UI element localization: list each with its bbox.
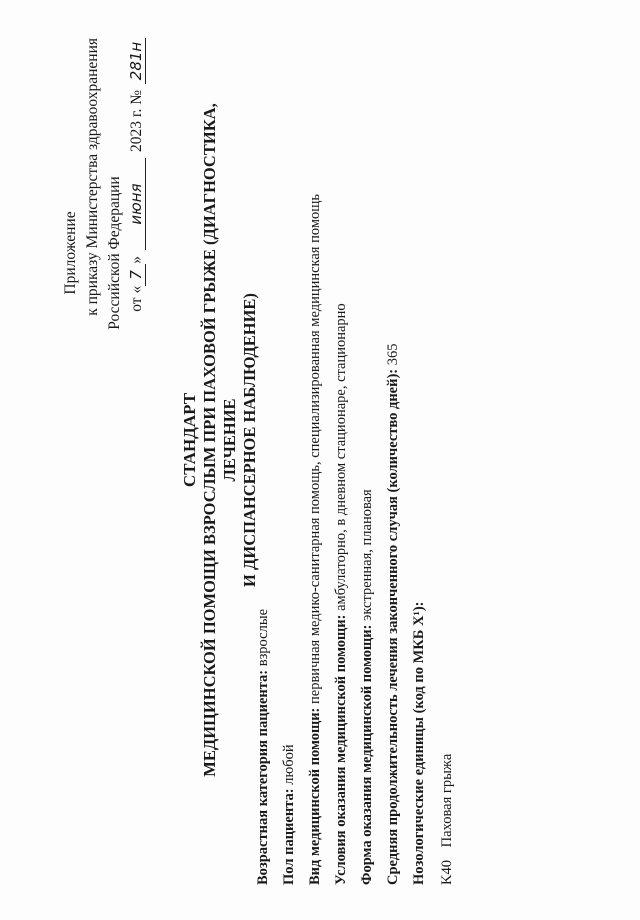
appendix-federation-line: Российской Федерации: [106, 176, 123, 330]
date-day-handwritten: 7: [127, 264, 146, 286]
field-value: любой: [281, 744, 297, 785]
field-label: Форма оказания медицинской помощи:: [359, 624, 375, 885]
appendix-header: [60, 38, 148, 498]
date-prefix: от «: [128, 285, 145, 312]
standard-heading: СТАНДАРТ: [180, 392, 199, 488]
date-mid: »: [128, 256, 145, 264]
date-year: 2023 г. №: [128, 90, 145, 153]
appendix-order-line: к приказу Министерства здравоохранения: [84, 38, 101, 316]
standard-title-line-1: МЕДИЦИНСКОЙ ПОМОЩИ ВЗРОСЛЫМ ПРИ ПАХОВОЙ ГРЫЖЕ (ДИАГНОСТИКА, ЛЕЧЕНИЕ: [200, 103, 239, 777]
appendix-date-line: [126, 38, 148, 498]
field-label: Вид медицинской помощи:: [307, 707, 323, 885]
field-value: первичная медико-санитарная помощь, специализированная медицинская помощь: [307, 193, 323, 704]
nosology-entry: [439, 754, 456, 885]
field-label: Условия оказания медицинской помощи:: [333, 614, 349, 885]
field-value: экстренная, плановая: [359, 489, 375, 621]
standard-title-block: [180, 80, 260, 800]
field-care-type: [307, 194, 324, 885]
field-patient-sex: [281, 744, 298, 885]
field-label: Пол пациента:: [281, 788, 297, 885]
field-value: 365: [385, 343, 401, 366]
field-age-category: [255, 609, 272, 885]
field-label: Нозологические единицы (код по МКБ X¹):: [411, 601, 427, 885]
field-label: Средняя продолжительность лечения законченного случая (количество дней):: [385, 368, 401, 885]
date-month-handwritten: июня: [127, 158, 146, 250]
field-average-duration: [385, 344, 402, 886]
field-value: амбулаторно, в дневном стационаре, стационарно: [333, 303, 349, 611]
order-number-handwritten: 281н: [127, 38, 146, 84]
field-care-conditions: [333, 303, 350, 885]
appendix-title: Приложение: [62, 211, 79, 295]
standard-title-line-2: И ДИСПАНСЕРНОЕ НАБЛЮДЕНИЕ): [240, 293, 259, 587]
field-care-form: [359, 489, 376, 885]
icd-code: K40: [439, 860, 455, 885]
field-value: взрослые: [255, 608, 271, 667]
icd-name: Паховая грыжа: [439, 753, 455, 848]
field-label: Возрастная категория пациента:: [255, 669, 271, 885]
field-nosology-units: [411, 602, 428, 886]
